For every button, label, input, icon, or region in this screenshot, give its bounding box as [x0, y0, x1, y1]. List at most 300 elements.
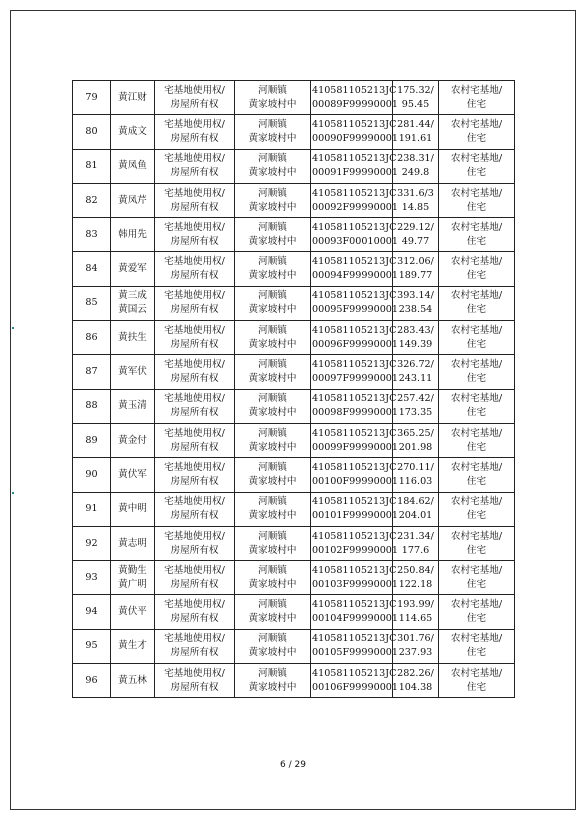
- row-number-cell: 87: [73, 355, 111, 389]
- land-use-line: 住宅: [466, 270, 487, 282]
- right-type-cell: [155, 492, 235, 526]
- location-cell: [235, 595, 311, 629]
- row-number-cell: 92: [73, 526, 111, 560]
- area-line: 301.76/: [397, 633, 434, 645]
- owner-name-cell: [111, 183, 155, 217]
- area-line: 104.38: [398, 681, 433, 693]
- unit-code-cell: [311, 286, 399, 320]
- unit-code-line: 410581105213JC: [312, 153, 397, 165]
- location-cell: [235, 321, 311, 355]
- owner-name-cell: [111, 389, 155, 423]
- table-row: [73, 561, 515, 595]
- area-line: 173.35: [398, 407, 433, 419]
- unit-code-line: 410581105213JC: [312, 599, 397, 611]
- unit-code-line: 410581105213JC: [312, 496, 397, 508]
- right-type-line: 宅基地使用权/: [164, 393, 225, 405]
- land-use-line: 住宅: [466, 475, 487, 487]
- location-line: 河顺镇: [258, 221, 287, 233]
- area-line: 393.14/: [397, 290, 434, 302]
- unit-code-line: 410581105213JC: [312, 256, 397, 268]
- unit-code-cell: [311, 183, 399, 217]
- owner-name-cell: [111, 595, 155, 629]
- location-cell: [235, 218, 311, 252]
- scan-speck: [12, 327, 14, 329]
- area-line: 312.06/: [397, 256, 434, 268]
- scan-speck: [12, 492, 14, 494]
- land-use-cell: [439, 286, 515, 320]
- owner-name-line: 韩用先: [118, 228, 147, 240]
- location-cell: [235, 149, 311, 183]
- land-use-line: 住宅: [466, 304, 487, 316]
- area-line: 231.34/: [397, 530, 434, 542]
- land-use-line: 住宅: [466, 510, 487, 522]
- right-type-line: 房屋所有权: [170, 407, 219, 419]
- location-line: 河顺镇: [258, 564, 287, 576]
- area-line: 116.03: [398, 475, 433, 487]
- land-use-line: 住宅: [466, 167, 487, 179]
- location-cell: [235, 492, 311, 526]
- right-type-line: 房屋所有权: [170, 475, 219, 487]
- location-line: 黄家坡村中: [248, 647, 297, 659]
- area-line: 250.84/: [397, 564, 434, 576]
- land-use-line: 住宅: [466, 373, 487, 385]
- unit-code-cell: [311, 149, 399, 183]
- land-use-cell: [439, 81, 515, 115]
- land-use-line: 住宅: [466, 544, 487, 556]
- area-cell: [393, 423, 439, 457]
- row-number-cell: 90: [73, 458, 111, 492]
- location-line: 黄家坡村中: [248, 167, 297, 179]
- land-use-line: 住宅: [466, 613, 487, 625]
- location-line: 黄家坡村中: [248, 681, 297, 693]
- table-row: [73, 492, 515, 526]
- unit-code-cell: [311, 492, 399, 526]
- area-cell: [393, 664, 439, 698]
- land-use-line: 农村宅基地/: [450, 633, 503, 645]
- land-use-line: 农村宅基地/: [450, 153, 503, 165]
- land-use-cell: [439, 561, 515, 595]
- location-line: 黄家坡村中: [248, 613, 297, 625]
- right-type-line: 房屋所有权: [170, 201, 219, 213]
- location-line: 河顺镇: [258, 118, 287, 130]
- area-cell: [393, 389, 439, 423]
- unit-code-cell: [311, 526, 399, 560]
- unit-code-line: 00097F99990001: [312, 373, 399, 385]
- land-use-line: 农村宅基地/: [450, 290, 503, 302]
- table-row: [73, 423, 515, 457]
- owner-name-line: 黄伏平: [118, 606, 147, 618]
- right-type-line: 房屋所有权: [170, 304, 219, 316]
- unit-code-cell: [311, 252, 399, 286]
- right-type-line: 房屋所有权: [170, 270, 219, 282]
- row-number-cell: 96: [73, 664, 111, 698]
- location-cell: [235, 561, 311, 595]
- location-line: 黄家坡村中: [248, 441, 297, 453]
- row-number-cell: 85: [73, 286, 111, 320]
- right-type-cell: [155, 389, 235, 423]
- location-cell: [235, 664, 311, 698]
- area-cell: [393, 458, 439, 492]
- area-line: 331.6/3: [397, 187, 434, 199]
- right-type-line: 宅基地使用权/: [164, 564, 225, 576]
- land-use-cell: [439, 355, 515, 389]
- unit-code-line: 410581105213JC: [312, 221, 397, 233]
- owner-name-cell: [111, 149, 155, 183]
- land-use-line: 住宅: [466, 132, 487, 144]
- location-line: 河顺镇: [258, 599, 287, 611]
- unit-code-cell: [311, 355, 399, 389]
- unit-code-line: 00099F99990001: [312, 441, 399, 453]
- location-line: 河顺镇: [258, 290, 287, 302]
- owner-name-line: 黄玉清: [118, 400, 147, 412]
- land-use-cell: [439, 115, 515, 149]
- right-type-line: 房屋所有权: [170, 613, 219, 625]
- land-use-line: 住宅: [466, 681, 487, 693]
- area-line: 238.54: [398, 304, 433, 316]
- owner-name-line: 黄国云: [118, 304, 147, 316]
- unit-code-line: 00101F99990001: [312, 510, 399, 522]
- location-line: 河顺镇: [258, 496, 287, 508]
- table-row: [73, 115, 515, 149]
- owner-name-line: 黄金付: [118, 434, 147, 446]
- location-cell: [235, 423, 311, 457]
- area-cell: [393, 286, 439, 320]
- area-line: 114.65: [398, 613, 433, 625]
- unit-code-line: 410581105213JC: [312, 461, 397, 473]
- owner-name-line: 黄志明: [118, 537, 147, 549]
- registration-table: [72, 80, 515, 698]
- right-type-cell: [155, 286, 235, 320]
- table-row: [73, 389, 515, 423]
- location-line: 黄家坡村中: [248, 338, 297, 350]
- land-use-line: 农村宅基地/: [450, 667, 503, 679]
- location-line: 黄家坡村中: [248, 270, 297, 282]
- owner-name-line: 黄广明: [118, 578, 147, 590]
- row-number-cell: 79: [73, 81, 111, 115]
- owner-name-cell: [111, 321, 155, 355]
- table-row: [73, 149, 515, 183]
- location-line: 河顺镇: [258, 187, 287, 199]
- unit-code-line: 410581105213JC: [312, 393, 397, 405]
- location-line: 河顺镇: [258, 633, 287, 645]
- owner-name-line: 黄勤生: [118, 564, 147, 576]
- right-type-cell: [155, 526, 235, 560]
- location-line: 河顺镇: [258, 84, 287, 96]
- right-type-line: 宅基地使用权/: [164, 461, 225, 473]
- row-number-cell: 95: [73, 629, 111, 663]
- right-type-line: 宅基地使用权/: [164, 359, 225, 371]
- location-line: 河顺镇: [258, 667, 287, 679]
- right-type-line: 宅基地使用权/: [164, 221, 225, 233]
- row-number-cell: 80: [73, 115, 111, 149]
- unit-code-line: 00092F99990001: [312, 201, 399, 213]
- table-row: [73, 526, 515, 560]
- unit-code-line: 410581105213JC: [312, 530, 397, 542]
- area-line: 243.11: [398, 373, 433, 385]
- owner-name-line: 黄军伏: [118, 366, 147, 378]
- owner-name-cell: [111, 629, 155, 663]
- area-cell: [393, 629, 439, 663]
- location-cell: [235, 355, 311, 389]
- unit-code-cell: [311, 595, 399, 629]
- owner-name-line: 黄凤鱼: [118, 160, 147, 172]
- location-line: 黄家坡村中: [248, 544, 297, 556]
- location-line: 黄家坡村中: [248, 373, 297, 385]
- right-type-cell: [155, 458, 235, 492]
- land-use-line: 农村宅基地/: [450, 256, 503, 268]
- area-line: 177.6: [401, 544, 430, 556]
- area-line: 49.77: [401, 235, 430, 247]
- area-cell: [393, 252, 439, 286]
- right-type-line: 房屋所有权: [170, 441, 219, 453]
- right-type-cell: [155, 183, 235, 217]
- right-type-line: 房屋所有权: [170, 544, 219, 556]
- page-number: 6 / 29: [280, 760, 306, 770]
- location-cell: [235, 286, 311, 320]
- land-use-line: 住宅: [466, 578, 487, 590]
- table-row: [73, 629, 515, 663]
- table-row: [73, 183, 515, 217]
- row-number-cell: 88: [73, 389, 111, 423]
- table-row: [73, 252, 515, 286]
- land-use-cell: [439, 321, 515, 355]
- right-type-line: 宅基地使用权/: [164, 633, 225, 645]
- right-type-cell: [155, 423, 235, 457]
- right-type-line: 宅基地使用权/: [164, 599, 225, 611]
- area-line: 149.39: [398, 338, 433, 350]
- row-number-cell: 86: [73, 321, 111, 355]
- area-line: 270.11/: [397, 461, 434, 473]
- area-cell: [393, 321, 439, 355]
- unit-code-line: 00098F99990001: [312, 407, 399, 419]
- unit-code-line: 410581105213JC: [312, 290, 397, 302]
- unit-code-cell: [311, 629, 399, 663]
- location-line: 黄家坡村中: [248, 510, 297, 522]
- unit-code-line: 00096F99990001: [312, 338, 399, 350]
- owner-name-cell: [111, 664, 155, 698]
- land-use-line: 农村宅基地/: [450, 427, 503, 439]
- land-use-line: 农村宅基地/: [450, 359, 503, 371]
- location-line: 黄家坡村中: [248, 407, 297, 419]
- right-type-cell: [155, 252, 235, 286]
- unit-code-line: 00089F99990001: [312, 98, 399, 110]
- unit-code-line: 00105F99990001: [312, 647, 399, 659]
- right-type-line: 宅基地使用权/: [164, 290, 225, 302]
- area-line: 95.45: [401, 98, 430, 110]
- location-line: 黄家坡村中: [248, 235, 297, 247]
- area-line: 326.72/: [397, 359, 434, 371]
- area-line: 282.26/: [397, 667, 434, 679]
- area-line: 229.12/: [397, 221, 434, 233]
- area-cell: [393, 561, 439, 595]
- unit-code-line: 410581105213JC: [312, 118, 397, 130]
- owner-name-cell: [111, 286, 155, 320]
- area-line: 204.01: [398, 510, 433, 522]
- area-line: 283.43/: [397, 324, 434, 336]
- land-use-line: 农村宅基地/: [450, 530, 503, 542]
- land-use-cell: [439, 629, 515, 663]
- right-type-line: 房屋所有权: [170, 338, 219, 350]
- unit-code-cell: [311, 115, 399, 149]
- area-cell: [393, 81, 439, 115]
- right-type-cell: [155, 81, 235, 115]
- right-type-line: 房屋所有权: [170, 681, 219, 693]
- owner-name-line: 黄凤芹: [118, 194, 147, 206]
- unit-code-line: 00091F99990001: [312, 167, 399, 179]
- area-cell: [393, 595, 439, 629]
- area-cell: [393, 526, 439, 560]
- owner-name-line: 黄成文: [118, 125, 147, 137]
- right-type-line: 房屋所有权: [170, 510, 219, 522]
- right-type-line: 房屋所有权: [170, 132, 219, 144]
- location-cell: [235, 458, 311, 492]
- owner-name-line: 黄扶生: [118, 331, 147, 343]
- location-line: 河顺镇: [258, 359, 287, 371]
- area-cell: [393, 183, 439, 217]
- right-type-cell: [155, 595, 235, 629]
- land-use-cell: [439, 218, 515, 252]
- unit-code-line: 00090F99990001: [312, 132, 399, 144]
- area-cell: [393, 149, 439, 183]
- right-type-cell: [155, 218, 235, 252]
- land-use-cell: [439, 526, 515, 560]
- location-line: 河顺镇: [258, 256, 287, 268]
- right-type-line: 宅基地使用权/: [164, 187, 225, 199]
- location-cell: [235, 526, 311, 560]
- unit-code-line: 410581105213JC: [312, 324, 397, 336]
- owner-name-cell: [111, 526, 155, 560]
- land-use-line: 住宅: [466, 338, 487, 350]
- table-row: [73, 286, 515, 320]
- land-use-line: 住宅: [466, 201, 487, 213]
- land-use-cell: [439, 423, 515, 457]
- location-line: 黄家坡村中: [248, 304, 297, 316]
- right-type-line: 宅基地使用权/: [164, 153, 225, 165]
- location-line: 黄家坡村中: [248, 475, 297, 487]
- land-use-line: 农村宅基地/: [450, 393, 503, 405]
- area-line: 249.8: [401, 167, 430, 179]
- area-line: 257.42/: [397, 393, 434, 405]
- owner-name-cell: [111, 423, 155, 457]
- location-cell: [235, 81, 311, 115]
- table-row: [73, 81, 515, 115]
- row-number-cell: 93: [73, 561, 111, 595]
- location-line: 黄家坡村中: [248, 578, 297, 590]
- owner-name-line: 黄爱军: [118, 263, 147, 275]
- owner-name-line: 黄江财: [118, 91, 147, 103]
- table-row: [73, 355, 515, 389]
- right-type-cell: [155, 561, 235, 595]
- location-line: 河顺镇: [258, 427, 287, 439]
- unit-code-cell: [311, 218, 399, 252]
- location-line: 黄家坡村中: [248, 201, 297, 213]
- owner-name-cell: [111, 115, 155, 149]
- location-cell: [235, 389, 311, 423]
- owner-name-line: 黄生才: [118, 640, 147, 652]
- table-row: [73, 218, 515, 252]
- right-type-line: 宅基地使用权/: [164, 118, 225, 130]
- owner-name-cell: [111, 355, 155, 389]
- right-type-line: 宅基地使用权/: [164, 427, 225, 439]
- row-number-cell: 84: [73, 252, 111, 286]
- area-cell: [393, 115, 439, 149]
- owner-name-line: 黄五林: [118, 674, 147, 686]
- land-use-line: 住宅: [466, 647, 487, 659]
- unit-code-line: 00093F00010001: [312, 235, 399, 247]
- unit-code-line: 00100F99990001: [312, 475, 399, 487]
- unit-code-line: 410581105213JC: [312, 187, 397, 199]
- land-use-line: 农村宅基地/: [450, 564, 503, 576]
- unit-code-line: 410581105213JC: [312, 564, 397, 576]
- land-use-line: 农村宅基地/: [450, 221, 503, 233]
- land-use-line: 住宅: [466, 235, 487, 247]
- land-use-line: 住宅: [466, 98, 487, 110]
- unit-code-cell: [311, 321, 399, 355]
- land-use-line: 农村宅基地/: [450, 461, 503, 473]
- right-type-cell: [155, 149, 235, 183]
- row-number-cell: 83: [73, 218, 111, 252]
- area-line: 191.61: [398, 132, 433, 144]
- unit-code-line: 00102F99990001: [312, 544, 399, 556]
- area-line: 193.99/: [397, 599, 434, 611]
- location-line: 河顺镇: [258, 153, 287, 165]
- location-line: 河顺镇: [258, 530, 287, 542]
- area-line: 122.18: [398, 578, 433, 590]
- right-type-line: 宅基地使用权/: [164, 496, 225, 508]
- location-line: 黄家坡村中: [248, 98, 297, 110]
- table-row: [73, 458, 515, 492]
- right-type-cell: [155, 355, 235, 389]
- area-line: 184.62/: [397, 496, 434, 508]
- right-type-cell: [155, 664, 235, 698]
- right-type-line: 宅基地使用权/: [164, 84, 225, 96]
- location-cell: [235, 183, 311, 217]
- owner-name-line: 黄三成: [118, 290, 147, 302]
- right-type-cell: [155, 115, 235, 149]
- land-use-line: 农村宅基地/: [450, 599, 503, 611]
- land-use-line: 住宅: [466, 407, 487, 419]
- owner-name-line: 黄中明: [118, 503, 147, 515]
- land-use-cell: [439, 183, 515, 217]
- location-line: 河顺镇: [258, 393, 287, 405]
- unit-code-cell: [311, 561, 399, 595]
- land-use-cell: [439, 252, 515, 286]
- row-number-cell: 91: [73, 492, 111, 526]
- unit-code-line: 410581105213JC: [312, 633, 397, 645]
- row-number-cell: 89: [73, 423, 111, 457]
- owner-name-cell: [111, 561, 155, 595]
- area-line: 14.85: [401, 201, 430, 213]
- area-line: 238.31/: [397, 153, 434, 165]
- land-use-line: 农村宅基地/: [450, 324, 503, 336]
- unit-code-cell: [311, 81, 399, 115]
- right-type-line: 宅基地使用权/: [164, 667, 225, 679]
- unit-code-cell: [311, 389, 399, 423]
- right-type-line: 房屋所有权: [170, 647, 219, 659]
- area-cell: [393, 218, 439, 252]
- right-type-line: 宅基地使用权/: [164, 324, 225, 336]
- area-cell: [393, 355, 439, 389]
- owner-name-line: 黄伏军: [118, 468, 147, 480]
- row-number-cell: 81: [73, 149, 111, 183]
- land-use-line: 农村宅基地/: [450, 187, 503, 199]
- location-line: 河顺镇: [258, 461, 287, 473]
- land-use-cell: [439, 664, 515, 698]
- unit-code-line: 00095F99990001: [312, 304, 399, 316]
- right-type-line: 房屋所有权: [170, 235, 219, 247]
- owner-name-cell: [111, 458, 155, 492]
- area-line: 201.98: [398, 441, 433, 453]
